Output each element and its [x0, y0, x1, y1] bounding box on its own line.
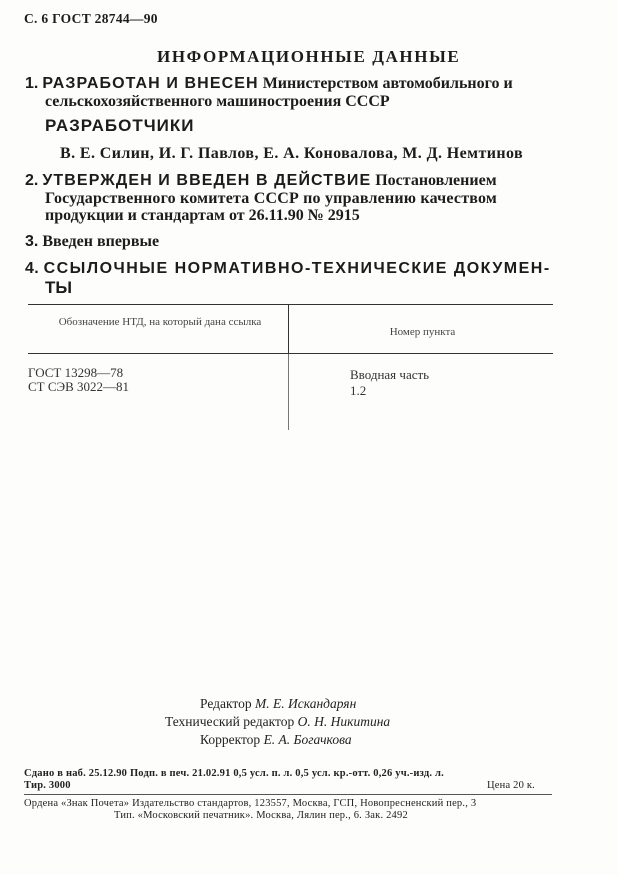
page-header: С. 6 ГОСТ 28744—90 [24, 11, 158, 26]
item-continuation: сельскохозяйственного машиностроения СССР [45, 93, 390, 110]
imprint-rule [24, 794, 552, 795]
table-cell: 1.2 [350, 383, 367, 398]
table-column-divider [288, 354, 289, 430]
table-cell: ГОСТ 13298—78 [28, 365, 124, 380]
tech-editor-label: Технический редактор [165, 714, 295, 729]
corrector-label: Корректор [200, 732, 261, 747]
item-number: 1. [25, 75, 39, 92]
table-column-divider [288, 305, 289, 355]
imprint-circulation: Тир. 3000 [24, 780, 71, 791]
item-number: 3. [25, 233, 39, 250]
editor-name: М. Е. Искандарян [254, 696, 357, 711]
editor-line [200, 696, 356, 712]
section-title: ИНФОРМАЦИОННЫЕ ДАННЫЕ [157, 47, 461, 66]
developers-heading: РАЗРАБОТЧИКИ [45, 116, 195, 135]
item-approved [25, 172, 497, 190]
item-references [25, 260, 551, 278]
imprint-price: Цена 20 к. [487, 780, 535, 791]
developers-names: В. Е. Силин, И. Г. Павлов, Е. А. Коновалова, М. Д. Немтинов [60, 145, 523, 162]
item-number: 4. [25, 260, 40, 277]
item-text: Министерством автомобильного и [262, 75, 513, 92]
item-caption: УТВЕРЖДЕН И ВВЕДЕН В ДЕЙСТВИЕ [42, 172, 372, 189]
item-continuation: ТЫ [45, 278, 73, 297]
item-caption: ССЫЛОЧНЫЕ НОРМАТИВНО-ТЕХНИЧЕСКИЕ ДОКУМЕН- [43, 260, 551, 277]
editor-label: Редактор [200, 696, 252, 711]
item-first-introduced [25, 233, 159, 251]
imprint-publisher: Ордена «Знак Почета» Издательство стандартов, 123557, Москва, ГСП, Новопресненский пер., 3 [24, 798, 477, 809]
tech-editor-line [165, 714, 390, 730]
table-cell: СТ СЭВ 3022—81 [28, 379, 130, 394]
item-continuation: Государственного комитета СССР по управлению качеством [45, 190, 497, 207]
item-developed-by [25, 75, 513, 93]
item-text: Введен впервые [42, 233, 160, 250]
corrector-line [200, 732, 352, 748]
table-cell: Вводная часть [350, 367, 430, 382]
item-caption: РАЗРАБОТАН И ВНЕСЕН [42, 75, 259, 92]
item-number: 2. [25, 172, 39, 189]
imprint-line: Сдано в наб. 25.12.90 Подп. в печ. 21.02.91 0,5 усл. п. л. 0,5 усл. кр.-отт. 0,26 уч.-изд. л. [24, 768, 444, 779]
corrector-name: Е. А. Богачкова [263, 732, 352, 747]
table-header-cell: Обозначение НТД, на который дана ссылка [58, 316, 262, 328]
table-header-cell: Номер пункта [389, 326, 456, 338]
item-continuation: продукции и стандартам от 26.11.90 № 2915 [45, 207, 360, 224]
table-header-rule [28, 353, 553, 354]
table-top-rule [28, 304, 553, 305]
item-text: Постановлением [375, 172, 497, 189]
imprint-printer: Тип. «Московский печатник». Москва, Лялин пер., 6. Зак. 2492 [114, 810, 408, 821]
tech-editor-name: О. Н. Никитина [297, 714, 391, 729]
